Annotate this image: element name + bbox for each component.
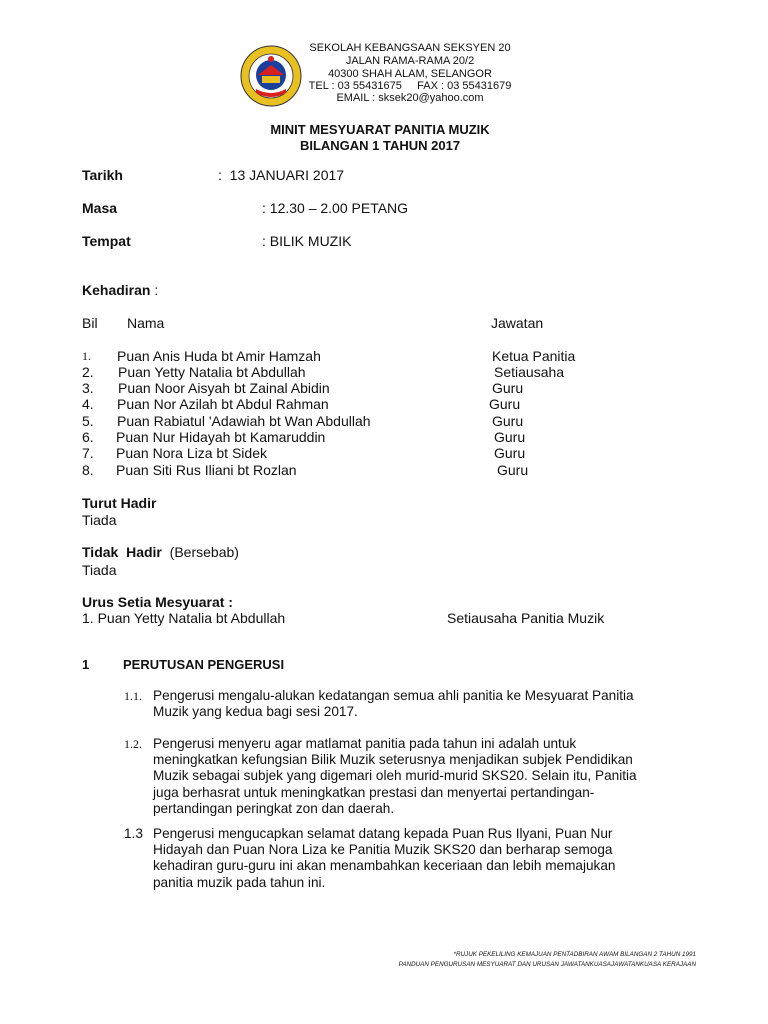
tempat-label: Tempat: [82, 233, 131, 249]
kehadiran-label: Kehadiran: [82, 282, 151, 298]
paragraph-line: Pengerusi mengucapkan selamat datang kepada Puan Rus Ilyani, Puan Nur: [153, 826, 613, 841]
member-role: Guru: [492, 413, 524, 429]
paragraph-line: meningkatkan kefungsian Bilik Muzik seterusnya menjadikan subjek Pendidikan: [153, 752, 633, 768]
member-role: Guru: [489, 396, 521, 412]
member-name: Puan Nor Azilah bt Abdul Rahman: [117, 396, 329, 412]
tidak-hadir-note: (Bersebab): [169, 544, 239, 560]
member-number: 7.: [82, 445, 94, 461]
urus-setia-role: Setiausaha Panitia Muzik: [447, 610, 605, 626]
paragraph-line: Pengerusi mengalu-alukan kedatangan semua ahli panitia ke Mesyuarat Panitia: [153, 688, 634, 703]
paragraph-number: 1.3: [124, 826, 143, 841]
turut-hadir-label: Turut Hadir: [82, 495, 157, 511]
turut-hadir-value: Tiada: [82, 512, 117, 528]
member-name: Puan Yetty Natalia bt Abdullah: [118, 364, 306, 380]
paragraph-1-2: [124, 736, 637, 817]
kehadiran-heading: [82, 282, 158, 298]
column-header-bil: Bil: [82, 315, 98, 331]
member-number: 2.: [82, 364, 94, 380]
paragraph-number: 1.1.: [124, 689, 142, 703]
school-name: SEKOLAH KEBANGSAAN SEKSYEN 20: [309, 42, 511, 54]
member-role: Guru: [492, 380, 524, 396]
document-subtitle: BILANGAN 1 TAHUN 2017: [299, 138, 461, 153]
member-role: Ketua Panitia: [492, 348, 576, 364]
tidak-hadir-label: Tidak Hadir: [82, 544, 162, 560]
member-name: Puan Nora Liza bt Sidek: [116, 445, 267, 461]
paragraph-line: Muzik yang kedua bagi sesi 2017.: [153, 704, 358, 720]
column-header-nama: Nama: [127, 315, 165, 331]
member-number: 1.: [82, 349, 91, 363]
tarikh-label: Tarikh: [82, 167, 123, 183]
section-heading: PERUTUSAN PENGERUSI: [123, 657, 285, 672]
member-number: 4.: [82, 396, 94, 412]
school-city: 40300 SHAH ALAM, SELANGOR: [328, 68, 492, 80]
school-phone: TEL : 03 55431675 FAX : 03 55431679: [308, 80, 512, 92]
urus-setia-name: 1. Puan Yetty Natalia bt Abdullah: [82, 610, 286, 626]
footer-reference-2: PANDUAN PENGURUSAN MESYUARAT DAN URUSAN JAWATANKUASAJAWATANKUASA KERAJAAN: [398, 961, 696, 968]
member-role: Guru: [494, 445, 526, 461]
member-number: 6.: [82, 429, 94, 445]
member-role: Guru: [494, 429, 526, 445]
column-header-jawatan: Jawatan: [491, 315, 544, 331]
school-street: JALAN RAMA-RAMA 20/2: [345, 55, 475, 67]
tidak-hadir-value: Tiada: [82, 562, 117, 578]
member-name: Puan Nur Hidayah bt Kamaruddin: [116, 429, 326, 445]
school-email: EMAIL : sksek20@yahoo.com: [336, 92, 484, 104]
document-title: MINIT MESYUARAT PANITIA MUZIK: [270, 122, 490, 137]
paragraph-1-1: [124, 688, 634, 720]
member-name: Puan Noor Aisyah bt Zainal Abidin: [118, 380, 330, 396]
kehadiran-colon: :: [150, 282, 159, 298]
member-number: 5.: [82, 413, 94, 429]
member-name: Puan Siti Rus Iliani bt Rozlan: [116, 462, 297, 478]
member-number: 8.: [82, 462, 94, 478]
tarikh-value: : 13 JANUARI 2017: [218, 167, 345, 183]
member-name: Puan Rabiatul 'Adawiah bt Wan Abdullah: [117, 413, 371, 429]
masa-label: Masa: [82, 200, 118, 216]
urus-setia-label: Urus Setia Mesyuarat :: [82, 594, 233, 610]
paragraph-line: Pengerusi menyeru agar matlamat panitia pada tahun ini adalah untuk: [153, 736, 577, 751]
member-role: Guru: [497, 462, 529, 478]
paragraph-line: Hidayah dan Puan Nora Liza ke Panitia Muzik SKS20 dan berharap semoga: [153, 842, 613, 858]
paragraph-1-3: [124, 826, 615, 891]
member-role: Setiausaha: [494, 364, 565, 380]
footer-reference-1: *RUJUK PEKELILING KEMAJUAN PENTADBIRAN AWAM BILANGAN 2 TAHUN 1991: [453, 951, 696, 958]
paragraph-line: kehadiran guru-guru ini akan menambahkan keceriaan dan lebih memajukan: [153, 858, 616, 874]
paragraph-line: juga berhasrat untuk meningkatkan prestasi dan menyertai pertandingan-: [153, 784, 595, 800]
paragraph-line: Muzik sebagai subjek yang digemari oleh murid-murid SKS20. Selain itu, Panitia: [153, 768, 637, 784]
member-name: Puan Anis Huda bt Amir Hamzah: [117, 348, 321, 364]
member-number: 3.: [82, 380, 94, 396]
paragraph-number: 1.2.: [124, 737, 142, 751]
section-number: 1: [82, 657, 90, 672]
masa-value: : 12.30 – 2.00 PETANG: [262, 200, 409, 216]
paragraph-line: panitia muzik pada tahun ini.: [153, 874, 326, 890]
tempat-value: : BILIK MUZIK: [262, 233, 352, 249]
tidak-hadir-heading: [82, 544, 239, 560]
paragraph-line: pertandingan peringkat zon dan daerah.: [153, 800, 395, 816]
